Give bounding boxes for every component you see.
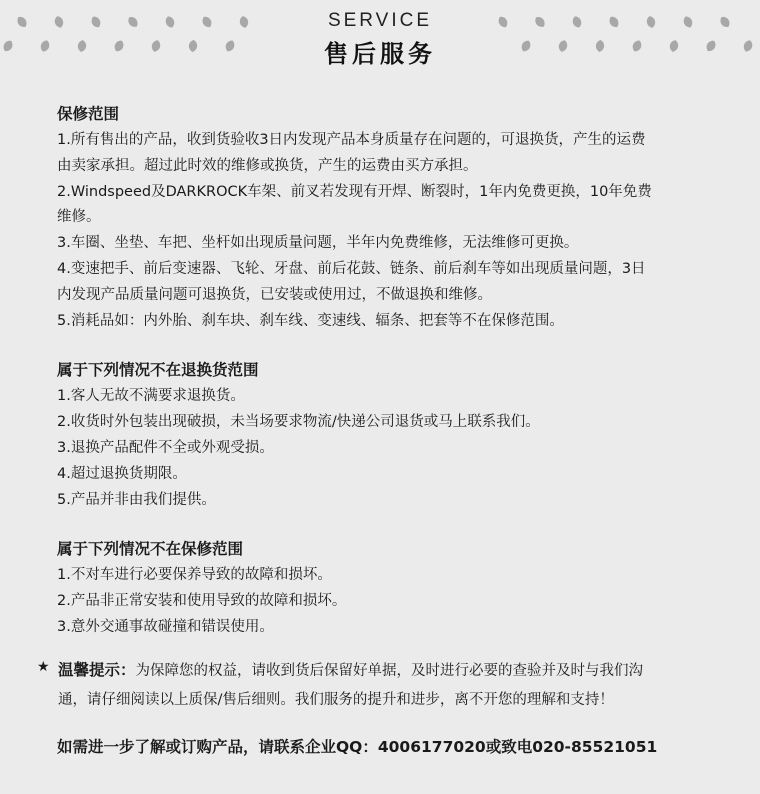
section-no-return xyxy=(57,356,737,513)
policy-content xyxy=(57,100,737,663)
section-line: 1.客人无故不满要求退换货。 xyxy=(57,388,245,405)
header xyxy=(0,0,760,70)
section-line: 1.不对车进行必要保养导致的故障和损坏。 xyxy=(57,567,332,584)
tip-line-2: 通，请仔细阅读以上质保/售后细则。我们服务的提升和进步，离不开您的理解和支持！ xyxy=(58,692,614,708)
contact-line: 如需进一步了解或订购产品，请联系企业QQ：4006177020或致电020-85521051 xyxy=(57,738,658,756)
tip-text xyxy=(58,656,727,715)
section-line: 5.消耗品如：内外胎、刹车块、刹车线、变速线、辐条、把套等不在保修范围。 xyxy=(57,312,564,329)
warm-tip xyxy=(37,656,727,715)
section-title: 属于下列情况不在保修范围 xyxy=(57,540,244,559)
section-line: 内发现产品质量问题可退换货，已安装或使用过，不做退换和维修。 xyxy=(57,286,492,303)
section-title: 保修范围 xyxy=(57,105,120,123)
section-line: 3.退换产品配件不全或外观受损。 xyxy=(57,439,274,456)
section-line: 维修。 xyxy=(57,209,101,226)
tip-label: 温馨提示： xyxy=(58,661,136,679)
section-title: 属于下列情况不在退换货范围 xyxy=(57,361,259,380)
section-warranty-scope xyxy=(57,100,737,334)
section-line: 4.变速把手、前后变速器、飞轮、牙盘、前后花鼓、链条、前后刹车等如出现质量问题，3日 xyxy=(57,260,646,277)
section-line: 3.意外交通事故碰撞和错误使用。 xyxy=(57,618,274,635)
section-line: 2.Windspeed及DARKROCK车架、前叉若发现有开焊、断裂时，1年内免费更换，10年免费 xyxy=(57,183,652,200)
section-line: 由卖家承担。超过此时效的维修或换货，产生的运费由买方承担。 xyxy=(57,157,478,174)
section-line: 2.收货时外包装出现破损，未当场要求物流/快递公司退货或马上联系我们。 xyxy=(57,414,540,431)
tip-line-1: 为保障您的权益，请收到货后保留好单据，及时进行必要的查验并及时与我们沟 xyxy=(135,663,644,679)
service-title-cn: 售后服务 xyxy=(324,40,436,68)
star-icon: ★ xyxy=(37,659,50,675)
section-line: 5.产品并非由我们提供。 xyxy=(57,491,216,508)
section-line: 3.车圈、坐垫、车把、坐杆如出现质量问题，半年内免费维修，无法维修可更换。 xyxy=(57,235,579,252)
service-title-en: SERVICE xyxy=(327,10,433,31)
section-no-warranty xyxy=(57,535,737,640)
section-line: 2.产品非正常安装和使用导致的故障和损坏。 xyxy=(57,593,347,610)
section-line: 1.所有售出的产品，收到货验收3日内发现产品本身质量存在问题的，可退换货，产生的运费 xyxy=(57,132,646,148)
section-line: 4.超过退换货期限。 xyxy=(57,465,187,482)
